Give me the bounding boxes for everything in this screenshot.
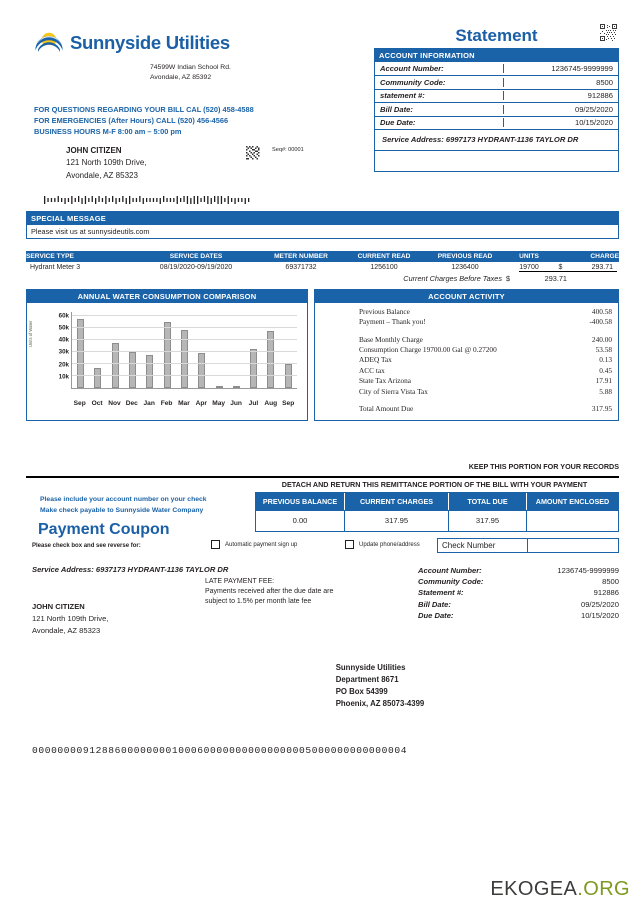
bill-date-label: Bill Date:: [380, 104, 413, 114]
col-current-read: CURRENT READ: [357, 253, 411, 260]
datamatrix-icon: [246, 146, 261, 161]
current-charges-currency: $: [506, 274, 511, 283]
account-number-label: Account Number:: [380, 64, 444, 74]
chart-x-tick: Nov: [108, 400, 121, 407]
account-information-header: ACCOUNT INFORMATION: [375, 49, 618, 62]
detach-rule: [26, 476, 619, 478]
charge-desc: ACC tax: [359, 365, 385, 375]
chart-x-tick: Dec: [125, 400, 138, 407]
remit-to-address: [336, 662, 425, 710]
consumption-chart-panel: [26, 289, 308, 421]
remittance-value-row: [256, 510, 618, 531]
coupon-community-code-label: Community Code:: [418, 577, 484, 587]
account-activity-panel: [314, 289, 619, 421]
special-message-header: SPECIAL MESSAGE: [27, 212, 618, 225]
late-fee-body: Payments received after the due date are subject to 1.5% per month late fee: [205, 588, 334, 606]
remittance-header-row: [256, 493, 618, 510]
charge-amount: 0.45: [599, 365, 612, 375]
account-activity-body: [315, 303, 618, 414]
update-phone-address-label: Update phone/address: [359, 542, 420, 548]
current-charges-value: 293.71: [544, 274, 567, 283]
chart-bar: [164, 322, 171, 388]
table-row: [418, 610, 619, 621]
chart-bar: [250, 349, 257, 388]
charge-underline: [519, 271, 617, 272]
account-information-rows: [375, 62, 618, 129]
chart-y-tick: 40k: [58, 336, 69, 344]
list-item: [315, 355, 612, 365]
chart-bar: [198, 353, 205, 388]
statement-number-value: 912886: [503, 91, 618, 100]
contact-block: [34, 104, 254, 137]
check-number-field[interactable]: [437, 538, 619, 553]
coupon-service-address: Service Address: 6937173 HYDRANT-1136 TAYLOR DR: [32, 565, 229, 574]
chart-title: ANNUAL WATER CONSUMPTION COMPARISON: [27, 290, 307, 303]
list-item: [315, 317, 612, 327]
chart-bar: [233, 386, 240, 388]
automatic-payment-label: Automatic payment sign up: [225, 542, 298, 548]
late-fee-notice: [205, 577, 355, 607]
coupon-instructions: [40, 495, 207, 517]
contact-hours: BUSINESS HOURS M-F 8:00 am – 5:00 pm: [34, 127, 182, 137]
service-detail-table: [26, 251, 619, 283]
cell-charge: 293.71: [591, 264, 613, 271]
chart-x-tick: Jun: [230, 400, 242, 407]
charge-desc: State Tax Arizona: [359, 376, 412, 386]
chart-plot-area: [71, 312, 297, 389]
remit-to-line4: Phoenix, AZ 85073-4399: [335, 699, 425, 709]
chart-gridline: [72, 351, 297, 352]
chart-bar: [129, 352, 136, 388]
coupon-customer-name: JOHN CITIZEN: [32, 602, 85, 611]
coupon-community-code-value: 8500: [602, 577, 619, 587]
chart-bar: [94, 368, 101, 389]
total-amount-due-label: Total Amount Due: [359, 403, 414, 413]
remit-to-line3: PO Box 54399: [335, 687, 388, 697]
chart-y-axis-label: Units of Water: [28, 320, 33, 347]
table-row: [26, 262, 619, 271]
cell-units: 19700: [519, 264, 539, 271]
chart-x-tick: Apr: [195, 400, 207, 407]
current-charges-row: [26, 271, 619, 283]
chart-y-tick: 10k: [58, 373, 69, 381]
chart-bar: [285, 364, 292, 388]
coupon-due-date-label: Due Date:: [418, 610, 454, 620]
service-address: Service Address: 6997173 HYDRANT-1136 TAYLOR DR: [375, 129, 618, 150]
spacer: [315, 397, 612, 404]
coupon-bill-date-value: 09/25/2020: [580, 599, 619, 609]
current-charges-label: Current Charges Before Taxes: [403, 274, 502, 283]
coupon-statement-number-value: 912886: [593, 588, 619, 598]
due-date-label: Due Date:: [380, 118, 416, 128]
amount-enclosed-input[interactable]: [526, 510, 618, 531]
chart-gridline: [72, 375, 297, 376]
col-units: UNITS: [519, 253, 539, 260]
special-message-panel: [26, 211, 619, 239]
coupon-account-number-label: Account Number:: [418, 566, 482, 575]
customer-address-line2: Avondale, AZ 85323: [66, 170, 138, 180]
sun-logo-icon: [34, 28, 64, 58]
statement-number-label: statement #:: [380, 91, 425, 101]
col-previous-read: PREVIOUS READ: [437, 253, 493, 260]
qr-code-icon: [600, 24, 617, 41]
charge-amount: 17.91: [595, 376, 612, 386]
col-charge: CHARGE: [590, 253, 619, 260]
customer-name: JOHN CITIZEN: [66, 146, 122, 155]
late-fee-header: LATE PAYMENT FEE:: [205, 578, 275, 585]
list-item: [315, 345, 612, 355]
account-information-box: [374, 48, 619, 172]
intelligent-mail-barcode: [44, 193, 254, 207]
list-item: [315, 307, 612, 317]
chart-bar: [146, 355, 153, 388]
payment-coupon-title: Payment Coupon: [38, 521, 170, 538]
remittance-table: [255, 492, 619, 532]
coupon-account-number-value: 1236745-9999999: [557, 566, 619, 575]
cell-service-dates: 08/19/2020-09/19/2020: [159, 264, 233, 271]
watermark-logo: [490, 878, 630, 901]
cell-service-type: Hydrant Meter 3: [30, 264, 81, 271]
chart-y-tick: 20k: [58, 361, 69, 369]
sequence-number: Seq#: 00001: [272, 147, 304, 153]
cell-total-due: 317.95: [448, 510, 526, 531]
chart-x-tick: Aug: [264, 400, 278, 407]
detach-notice: DETACH AND RETURN THIS REMITTANCE PORTION OF THE BILL WITH YOUR PAYMENT: [281, 480, 588, 489]
chart-gridline: [72, 315, 297, 316]
coupon-customer-line2: Avondale, AZ 85323: [32, 626, 101, 636]
contact-emergencies: FOR EMERGENCIES (After Hours) CALL (520) 456-4566: [34, 116, 229, 126]
customer-address-line1: 121 North 109th Drive,: [66, 158, 147, 168]
due-date-value: 10/15/2020: [503, 118, 618, 127]
automatic-payment-checkbox[interactable]: [211, 540, 220, 549]
activity-desc: Previous Balance: [359, 307, 410, 316]
cell-previous-read: 1236400: [451, 264, 479, 271]
list-item: [315, 387, 612, 397]
chart-x-tick: Jul: [248, 400, 259, 407]
blank-notes-area: [375, 150, 618, 171]
table-row: [418, 576, 619, 587]
chart-y-tick: 30k: [58, 348, 69, 356]
account-number-value: 1236745-9999999: [503, 64, 618, 73]
company-name: Sunnyside Utilities: [70, 32, 230, 53]
cell-current-read: 1256100: [370, 264, 398, 271]
col-previous-balance: PREVIOUS BALANCE: [262, 497, 338, 506]
col-total-due: TOTAL DUE: [448, 493, 526, 510]
table-row: [418, 587, 619, 598]
col-currency: [552, 251, 569, 262]
charge-desc: City of Sierra Vista Tax: [359, 386, 428, 396]
activity-desc: Payment – Thank you!: [359, 317, 426, 327]
check-number-label: Check Number: [438, 539, 528, 552]
watermark-secondary: .ORG: [577, 878, 630, 900]
chart-x-tick: Sep: [73, 400, 86, 407]
col-service-type: SERVICE TYPE: [26, 253, 74, 260]
watermark-primary: EKOGEA: [490, 878, 578, 900]
charge-desc: Base Monthly Charge: [359, 334, 423, 344]
activity-amount: 400.58: [591, 307, 612, 316]
chart-bar: [216, 386, 223, 388]
chart-x-tick: Feb: [160, 400, 173, 407]
company-logo: [34, 28, 230, 58]
coupon-customer-address: [32, 601, 108, 637]
cell-previous-balance: 0.00: [256, 510, 344, 531]
chart-x-ticks: [71, 400, 297, 407]
company-address: [150, 63, 231, 83]
update-phone-address-checkbox[interactable]: [345, 540, 354, 549]
coupon-customer-line1: 121 North 109th Drive,: [32, 614, 109, 624]
chart-bar: [77, 319, 84, 388]
cell-current-charges: 317.95: [344, 510, 448, 531]
chart-x-tick: Jan: [143, 400, 155, 407]
account-activity-header: ACCOUNT ACTIVITY: [315, 290, 618, 303]
table-row: [375, 75, 618, 88]
table-row: [375, 116, 618, 129]
charge-amount: 0.13: [599, 355, 612, 365]
coupon-account-info: [418, 565, 619, 621]
community-code-value: 8500: [503, 78, 618, 87]
col-meter-number: METER NUMBER: [274, 253, 328, 260]
spacer: [315, 328, 612, 335]
bill-date-value: 09/25/2020: [503, 105, 618, 114]
activity-amount: -400.58: [589, 317, 612, 327]
coupon-statement-number-label: Statement #:: [418, 588, 464, 598]
remit-to-line2: Department 8671: [335, 675, 399, 685]
special-message-body: Please visit us at sunnysideutils.com: [31, 227, 150, 236]
table-row: [418, 565, 619, 576]
table-row: [418, 599, 619, 610]
service-table-header: [26, 251, 619, 262]
charge-amount: 5.88: [599, 386, 612, 396]
charge-desc: Consumption Charge 19700.00 Gal @ 0.27200: [359, 345, 497, 355]
ocr-scanline: 00000000912886000000001000600000000000000005000000000000004: [32, 745, 408, 756]
cell-currency: $: [558, 264, 563, 271]
chart-gridline: [72, 363, 297, 364]
col-amount-enclosed: AMOUNT ENCLOSED: [526, 493, 618, 510]
total-amount-due-value: 317.95: [591, 403, 612, 413]
table-row: [375, 62, 618, 75]
col-service-dates: SERVICE DATES: [169, 253, 223, 260]
total-amount-due-row: [315, 404, 612, 414]
coupon-bill-date-label: Bill Date:: [418, 599, 451, 609]
chart-x-tick: Mar: [178, 400, 190, 407]
charge-amount: 53.58: [595, 345, 612, 355]
coupon-note-line2: Make check payable to Sunnyside Water Company: [40, 506, 204, 514]
col-current-charges: CURRENT CHARGES: [344, 493, 448, 510]
chart-x-tick: Sep: [282, 400, 295, 407]
keep-portion-notice: KEEP THIS PORTION FOR YOUR RECORDS: [468, 462, 619, 471]
chart-x-tick: May: [212, 400, 226, 407]
customer-address-block: [66, 145, 147, 182]
page-title: Statement: [455, 26, 538, 45]
chart-y-tick: 60k: [58, 312, 69, 320]
list-item: [315, 376, 612, 386]
charge-amount: 240.00: [591, 334, 612, 344]
chart-y-tick: 50k: [58, 324, 69, 332]
company-address-line1: 74599W Indian School Rd.: [150, 64, 231, 71]
list-item: [315, 335, 612, 345]
chart-gridline: [72, 327, 297, 328]
remit-to-line1: Sunnyside Utilities: [335, 663, 406, 672]
checkbox-instruction: Please check box and see reverse for:: [32, 543, 141, 549]
coupon-note-line1: Please include your account number on your check: [40, 496, 207, 503]
chart-x-tick: Oct: [91, 400, 103, 407]
company-address-line2: Avondale, AZ 85392: [150, 73, 212, 81]
chart-gridline: [72, 339, 297, 340]
table-row: [375, 102, 618, 115]
list-item: [315, 366, 612, 376]
table-row: [375, 89, 618, 102]
chart-area: [27, 303, 307, 415]
charge-desc: ADEQ Tax: [359, 355, 392, 365]
cell-meter-number: 69371732: [285, 264, 317, 271]
community-code-label: Community Code:: [380, 78, 446, 88]
contact-questions: FOR QUESTIONS REGARDING YOUR BILL CAL (520) 458-4588: [34, 105, 254, 114]
coupon-due-date-value: 10/15/2020: [580, 610, 619, 620]
